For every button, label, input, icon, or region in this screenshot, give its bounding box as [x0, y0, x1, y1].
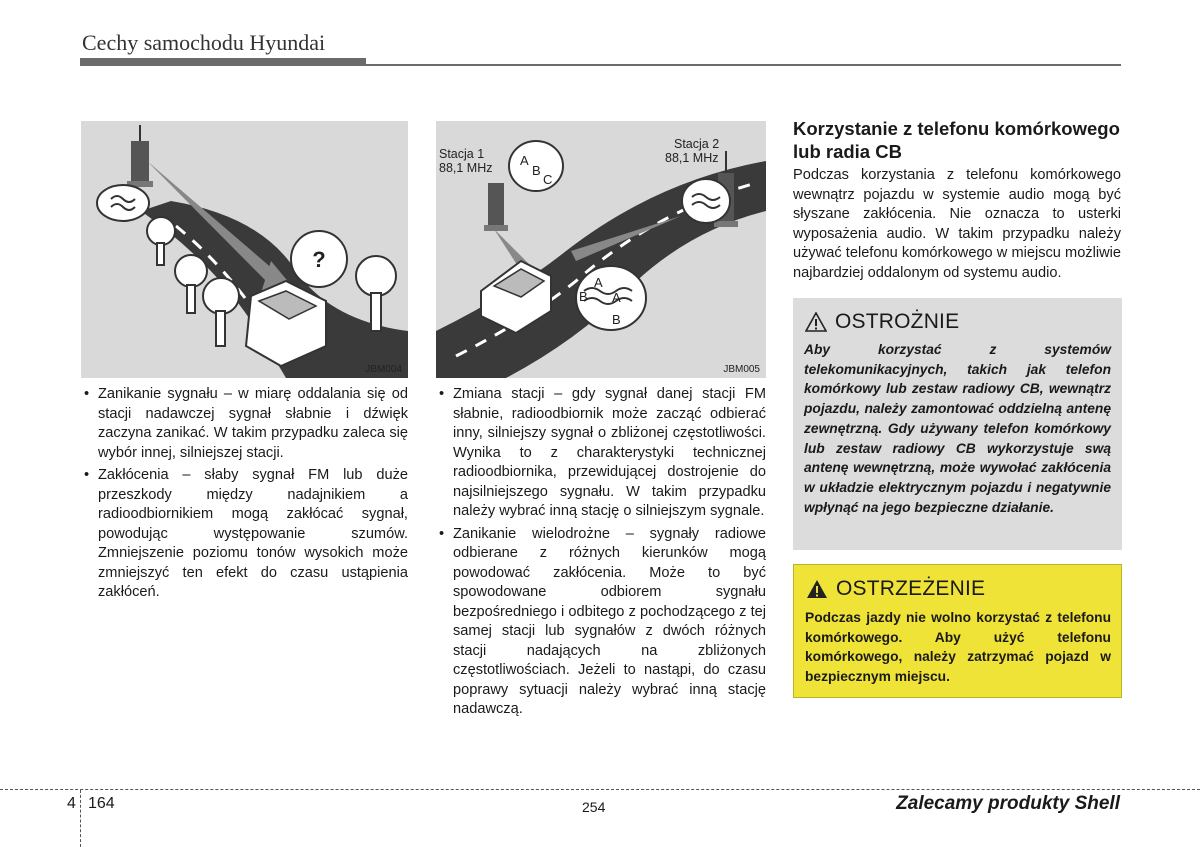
- caution-body: Aby korzystać z systemów telekomunikacyjnych, takich jak telefon komórkowy lub zestaw radiowy CB, wewnątrz pojazdu, należy zamontować oddzielną antenę zewnętrzną. Gdy używany telefon komórkowy lub zestaw radiowy CB wykorzystuje swą antenę wewnętrzną, może wywołać zakłócenia w układzie elektrycznym pojazdu i negatywnie wpłynąć na jego bezpieczne działanie.: [804, 342, 1111, 515]
- list-item: • Zakłócenia – słaby sygnał FM lub duże przeszkody między nadajnikiem a radioodbiornikiem mogą zakłócać sygnał, powodując występowanie szumów. Zmniejszenie poziomu tonów wysokich może zmniejszyć ten efekt do czasu ustąpienia zakłóceń.: [81, 466, 408, 603]
- question-mark: ?: [312, 247, 326, 272]
- warning-heading: OSTRZEŻENIE: [836, 577, 986, 600]
- station1-name: Stacja 1: [439, 147, 485, 161]
- section-number: 4: [67, 795, 76, 812]
- header-bar: [80, 58, 366, 66]
- warning-body: Podczas jazdy nie wolno korzystać z telefonu komórkowego. Aby użyć telefonu komórkowego, należy zatrzymać pojazd w bezpiecznym miejscu.: [805, 610, 1111, 685]
- footer-brand: Zalecamy produkty Shell: [896, 793, 1120, 814]
- figure-code: JBM004: [365, 364, 402, 375]
- bubble1-c: C: [543, 172, 553, 187]
- column-2-text: [436, 385, 766, 723]
- page-number: 164: [88, 795, 115, 812]
- caution-heading: OSTROŻNIE: [835, 310, 960, 333]
- figure-code: JBM005: [723, 364, 760, 375]
- list-item: • Zanikanie sygnału – w miarę oddalania się od stacji nadawczej sygnał słabnie i dźwięk zaczyna zanikać. W takim przypadku zaleca się wybór innej, silniejszej stacji.: [81, 385, 408, 463]
- station2-name: Stacja 2: [674, 137, 720, 151]
- bubble1-a: A: [520, 153, 529, 168]
- page-header-title: Cechy samochodu Hyundai: [82, 30, 326, 55]
- list-item: • Zmiana stacji – gdy sygnał danej stacji FM słabnie, radioodbiornik może zacząć odbierać inny, silniejszy sygnał o zbliżonej częstotliwości. Wynika to z charakterystyki technicznej radioodbiornika, przewidującej dostrojenie do najsilniejszego sygnału. W takim przypadku należy wybrać inną stację o silniejszym sygnale.: [436, 385, 766, 522]
- bullet-list: [81, 385, 408, 603]
- bubble2-a1: A: [594, 275, 603, 290]
- station-change-illustration: [436, 121, 766, 378]
- list-item: • Zanikanie wielodrożne – sygnały radiowe odbierane z różnych kierunków mogą powodować zakłócenia. Może to być spowodowane odbiorem sygnału bezpośredniego i odbitego z pochodzącego z tej samej stacji lub sygnałów z dwóch różnych stacji nadających na zbliżonych częstotliwościach. Jeżeli to nastąpi, do czasu poprawy sytuacji należy wybrać inną stację nadawczą.: [436, 525, 766, 720]
- warning-heading-row: [806, 577, 985, 601]
- bubble2-b1: B: [579, 289, 588, 304]
- station1-freq: 88,1 MHz: [439, 161, 493, 175]
- column-1-text: [81, 385, 408, 606]
- section-body: Podczas korzystania z telefonu komórkowego wewnątrz pojazdu w systemie audio mogą być słyszane zakłócenia. Nie oznacza to usterki wyposażenia audio. W takim przypadku należy używać telefonu komórkowego w miejscu możliwie najbardziej oddalonym od systemu audio.: [793, 167, 1121, 281]
- footer-rule: [0, 789, 1200, 790]
- signal-fading-illustration: [81, 121, 408, 378]
- warning-box: [793, 564, 1122, 698]
- bubble1-b: B: [532, 163, 541, 178]
- caution-heading-row: [805, 310, 959, 334]
- warning-triangle-icon: [806, 579, 828, 599]
- caution-triangle-icon: [805, 312, 827, 332]
- header-rule: [366, 64, 1121, 66]
- signal-bubble: [97, 185, 149, 221]
- center-page-number: 254: [582, 799, 606, 815]
- station2-freq: 88,1 MHz: [665, 151, 719, 165]
- bubble2-a2: A: [612, 290, 621, 305]
- section-title: Korzystanie z telefonu komórkowego lub radia CB: [793, 118, 1120, 162]
- figure-station-change: [436, 121, 766, 378]
- bubble2-b2: B: [612, 312, 621, 327]
- footer-divider: [80, 790, 81, 847]
- caution-box: [793, 298, 1122, 550]
- tower-icon: [127, 125, 153, 187]
- bullet-list: [436, 385, 766, 720]
- figure-signal-fading: [81, 121, 408, 378]
